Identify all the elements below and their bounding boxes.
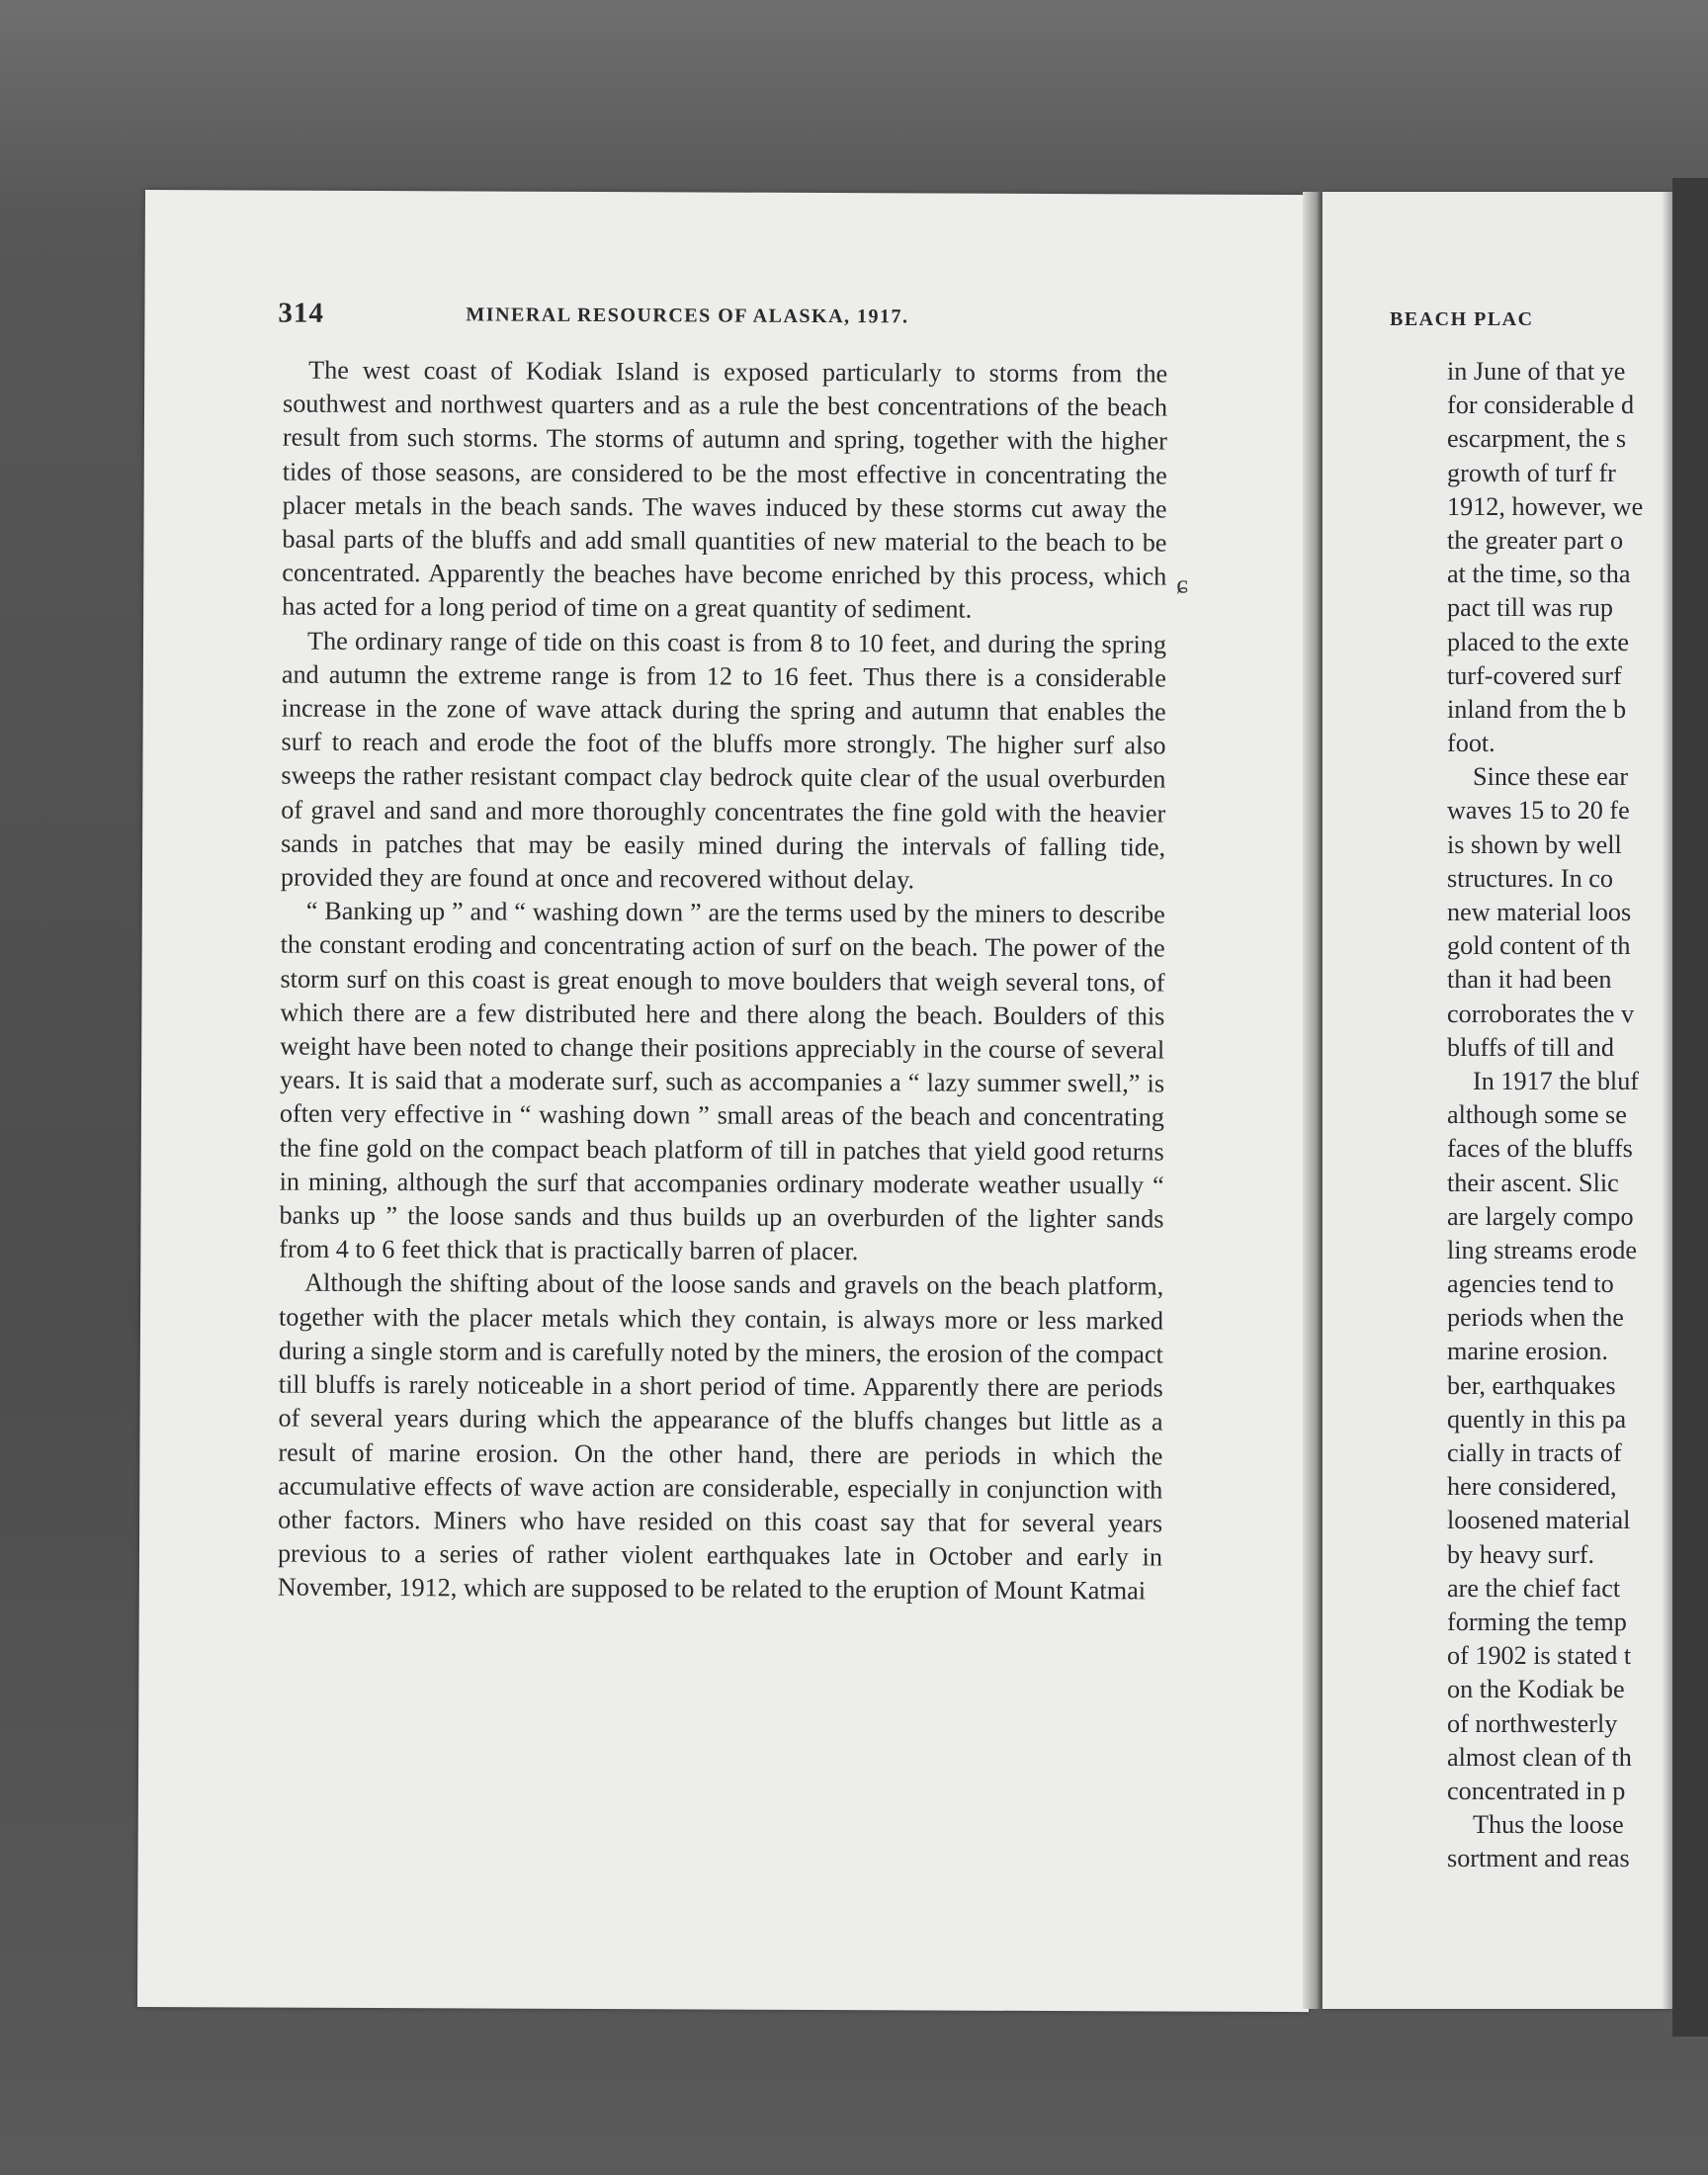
right-page-line: of northwesterly [1447, 1708, 1618, 1738]
right-page-line: Since these ear [1473, 762, 1629, 792]
page-header [278, 298, 1301, 342]
right-page-line: escarpment, the s [1447, 424, 1627, 454]
right-page-line: cially in tracts of [1447, 1438, 1622, 1467]
right-page-line: turf-covered surf [1447, 660, 1622, 690]
right-page-line: growth of turf fr [1447, 458, 1616, 487]
right-page-line: ber, earthquakes [1447, 1370, 1616, 1400]
right-page-line: although some se [1447, 1100, 1627, 1130]
right-page-line: loosened material [1447, 1506, 1631, 1535]
right-page-line: are largely compo [1447, 1201, 1634, 1231]
right-page-line: is shown by well [1447, 829, 1622, 859]
right-page-line: their ascent. Slic [1447, 1168, 1619, 1197]
right-page-line: marine erosion. [1447, 1337, 1608, 1366]
paragraph-1: The west coast of Kodiak Island is exposed particularly to storms from the southwest and northwest quarters and as a rule the best concentrations of the beach result from such storms. The storms of autumn and spring, together with the higher tides of those seasons, are considered to be the most effective in concentrating the placer metals in the beach sands. The waves induced by these storms cut away the basal parts of the bluffs and add small quantities of new material to the beach to be concentrated. Apparently the beaches have become enriched by this process, which has acted for a long period of time on a great quantity of sediment. [282, 355, 1168, 625]
right-page-text [1447, 355, 1673, 1875]
right-page-line: than it had been [1447, 965, 1612, 995]
left-book-page [137, 190, 1317, 2012]
right-page-line: forming the temp [1447, 1607, 1627, 1636]
running-head: MINERAL RESOURCES OF ALASKA, 1917. [466, 304, 909, 328]
paragraph-2: The ordinary range of tide on this coast is from 8 to 10 feet, and during the spring and autumn the extreme range is from 12 to 16 feet. Thus there is a considerable increase in the zone of wave attack during the spring and autumn that enables the surf to reach and erode the foot of the bluffs more strongly. The higher surf also sweeps the rather resistant compact clay bedrock quite clear of the usual overburden of gravel and sand and more thoroughly concentrates the fine gold with the heavier sands in patches that may be easily mined during the intervals of falling tide, provided they are found at once and recovered without delay. [280, 626, 1167, 895]
right-page-line: sortment and reas [1447, 1844, 1630, 1873]
paragraph-4: Although the shifting about of the loose sands and gravels on the beach platform, together with the placer metals which they contain, is always more or less marked during a single storm and is carefully noted by the miners, the erosion of the compact till bluffs is rarely noticeable in a short period of time. Apparently there are periods of several years during which the appearance of the bluffs changes but little as a result of marine erosion. On the other hand, there are periods in which the accumulative effects of wave action are considerable, especially in conjunction with other factors. Miners who have resided on this coast say that for several years previous to a series of rather violent earthquakes late in October and early in November, 1912, which are supposed to be related to the eruption of Mount Katmai [277, 1268, 1164, 1606]
right-page-line: gold content of th [1447, 931, 1631, 961]
right-page-line: waves 15 to 20 fe [1447, 796, 1630, 826]
right-page-line: are the chief fact [1447, 1573, 1621, 1603]
right-page-line: for considerable d [1447, 391, 1635, 420]
right-page-line: corroborates the v [1447, 999, 1635, 1028]
page-number: 314 [278, 297, 325, 329]
right-page-line: In 1917 the bluf [1473, 1066, 1640, 1095]
body-text [278, 354, 1168, 1609]
right-page-line: agencies tend to [1447, 1269, 1614, 1299]
right-page-line: periods when the [1447, 1303, 1624, 1333]
right-page-line: placed to the exte [1447, 627, 1629, 656]
right-page-line: bluffs of till and [1447, 1032, 1614, 1062]
right-page-line: quently in this pa [1447, 1404, 1627, 1434]
right-page-line: 1912, however, we [1447, 491, 1644, 521]
right-page-line: new material loos [1447, 898, 1632, 926]
right-page-line: faces of the bluffs [1447, 1134, 1633, 1164]
right-page-line: inland from the b [1447, 694, 1627, 724]
right-page-line: ling streams erode [1447, 1235, 1637, 1264]
right-page-line: by heavy surf. [1447, 1539, 1595, 1569]
margin-mark: ɕ [1176, 569, 1188, 599]
right-book-page [1323, 192, 1673, 2009]
paragraph-3: “ Banking up ” and “ washing down ” are the terms used by the miners to describe the constant eroding and concentrating action of surf on the beach. The power of the storm surf on this coast is great enough to move boulders that weigh several tons, of which there are a few distributed here and there along the beach. Boulders of this weight have been noted to change their positions appreciably in the course of several years. It is said that a moderate surf, such as accompanies a “ lazy summer swell,” is often very effective in “ washing down ” small areas of the beach and concentrating the fine gold on the compact beach platform of till in patches that yield good returns in mining, although the surf that accompanies ordinary moderate weather usually “ banks up ” the loose sands and thus builds up an overburden of the lighter sands from 4 to 6 feet thick that is practically barren of placer. [279, 896, 1165, 1266]
scan-edge [1672, 178, 1708, 2037]
right-page-line: here considered, [1447, 1472, 1617, 1502]
right-page-line: of 1902 is stated t [1447, 1641, 1632, 1671]
right-page-line: Thus the loose [1473, 1810, 1624, 1840]
right-running-head: BEACH PLAC [1390, 308, 1534, 330]
right-page-line: structures. In co [1447, 863, 1613, 893]
right-page-line: pact till was rup [1447, 593, 1613, 623]
right-page-line: in June of that ye [1447, 357, 1626, 386]
right-page-line: at the time, so tha [1447, 560, 1631, 589]
right-page-line: the greater part o [1447, 525, 1624, 555]
right-page-line: on the Kodiak be [1447, 1675, 1625, 1704]
right-page-line: foot. [1447, 729, 1495, 758]
right-page-line: concentrated in p [1447, 1776, 1626, 1805]
right-page-line: almost clean of th [1447, 1742, 1632, 1772]
